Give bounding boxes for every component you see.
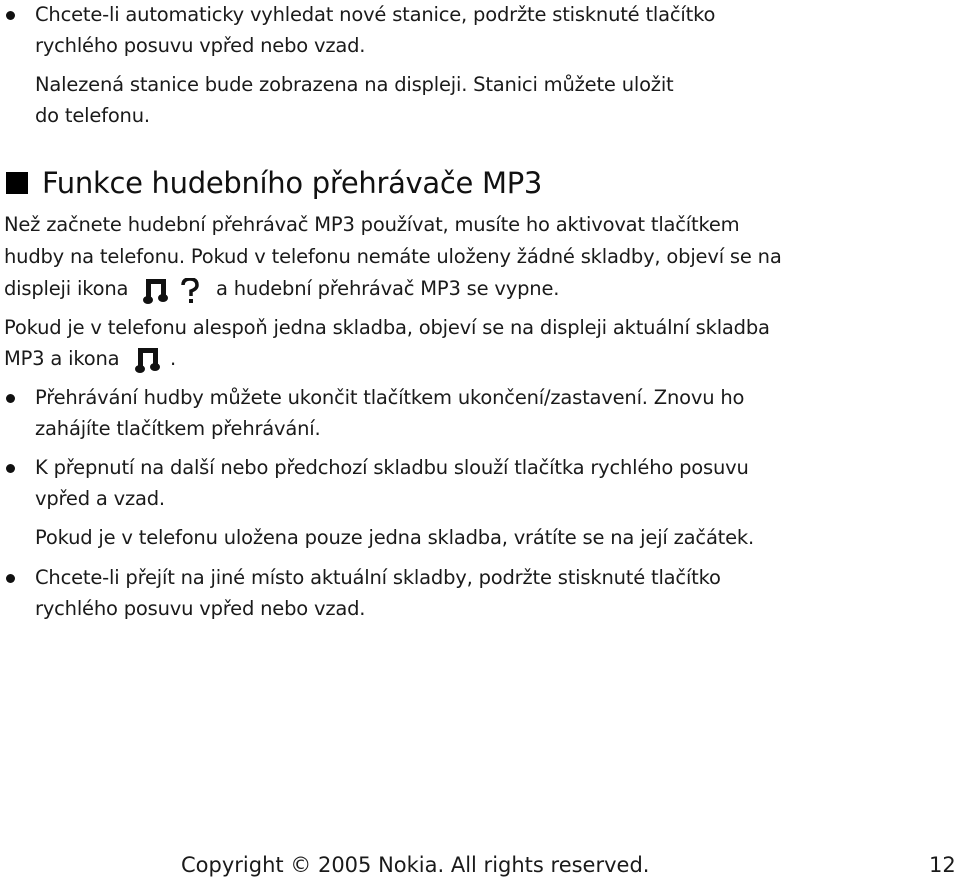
bullet-3-line-2: rychlého posuvu vpřed nebo vzad.: [35, 597, 366, 620]
bullet-marker: [6, 574, 15, 583]
section-square-marker: [6, 172, 28, 194]
page-number: 12: [929, 853, 956, 877]
paragraph-1-line-3a: displeji ikona: [4, 277, 129, 300]
bullet-1-line-2: zahájíte tlačítkem přehrávání.: [35, 417, 321, 440]
intro-note-line-2: do telefonu.: [35, 104, 150, 127]
section-title: Funkce hudebního přehrávače MP3: [42, 166, 543, 200]
paragraph-2-line-2a: MP3 a ikona: [4, 347, 120, 370]
paragraph-2-line-2b: .: [170, 347, 176, 370]
bullet-1-line-1: Přehrávání hudby můžete ukončit tlačítkem ukončení/zastavení. Znovu ho: [35, 386, 745, 409]
bullet-2-line-2: vpřed a vzad.: [35, 487, 165, 510]
bullet-2-line-1: K přepnutí na další nebo předchozí skladbu slouží tlačítka rychlého posuvu: [35, 456, 749, 479]
bullet-marker: [6, 464, 15, 473]
bullet-marker: [6, 11, 15, 20]
music-note-icon: [135, 347, 167, 379]
paragraph-1-line-1: Než začnete hudební přehrávač MP3 používat, musíte ho aktivovat tlačítkem: [4, 213, 740, 236]
paragraph-1-line-3b: a hudební přehrávač MP3 se vypne.: [216, 277, 560, 300]
music-note-question-icon: [143, 278, 205, 310]
footer-copyright: Copyright © 2005 Nokia. All rights reserved.: [181, 853, 650, 877]
paragraph-2-line-1: Pokud je v telefonu alespoň jedna skladba, objeví se na displeji aktuální skladba: [4, 316, 770, 339]
bullet-marker: [6, 394, 15, 403]
paragraph-1-line-2: hudby na telefonu. Pokud v telefonu nemáte uloženy žádné skladby, objeví se na: [4, 245, 782, 268]
bullet-3-line-1: Chcete-li přejít na jiné místo aktuální skladby, podržte stisknuté tlačítko: [35, 566, 721, 589]
bullet-2-note: Pokud je v telefonu uložena pouze jedna skladba, vrátíte se na její začátek.: [35, 526, 755, 549]
intro-note-line-1: Nalezená stanice bude zobrazena na displeji. Stanici můžete uložit: [35, 73, 674, 96]
intro-bullet-line-1: Chcete-li automaticky vyhledat nové stanice, podržte stisknuté tlačítko: [35, 3, 716, 26]
intro-bullet-line-2: rychlého posuvu vpřed nebo vzad.: [35, 34, 366, 57]
